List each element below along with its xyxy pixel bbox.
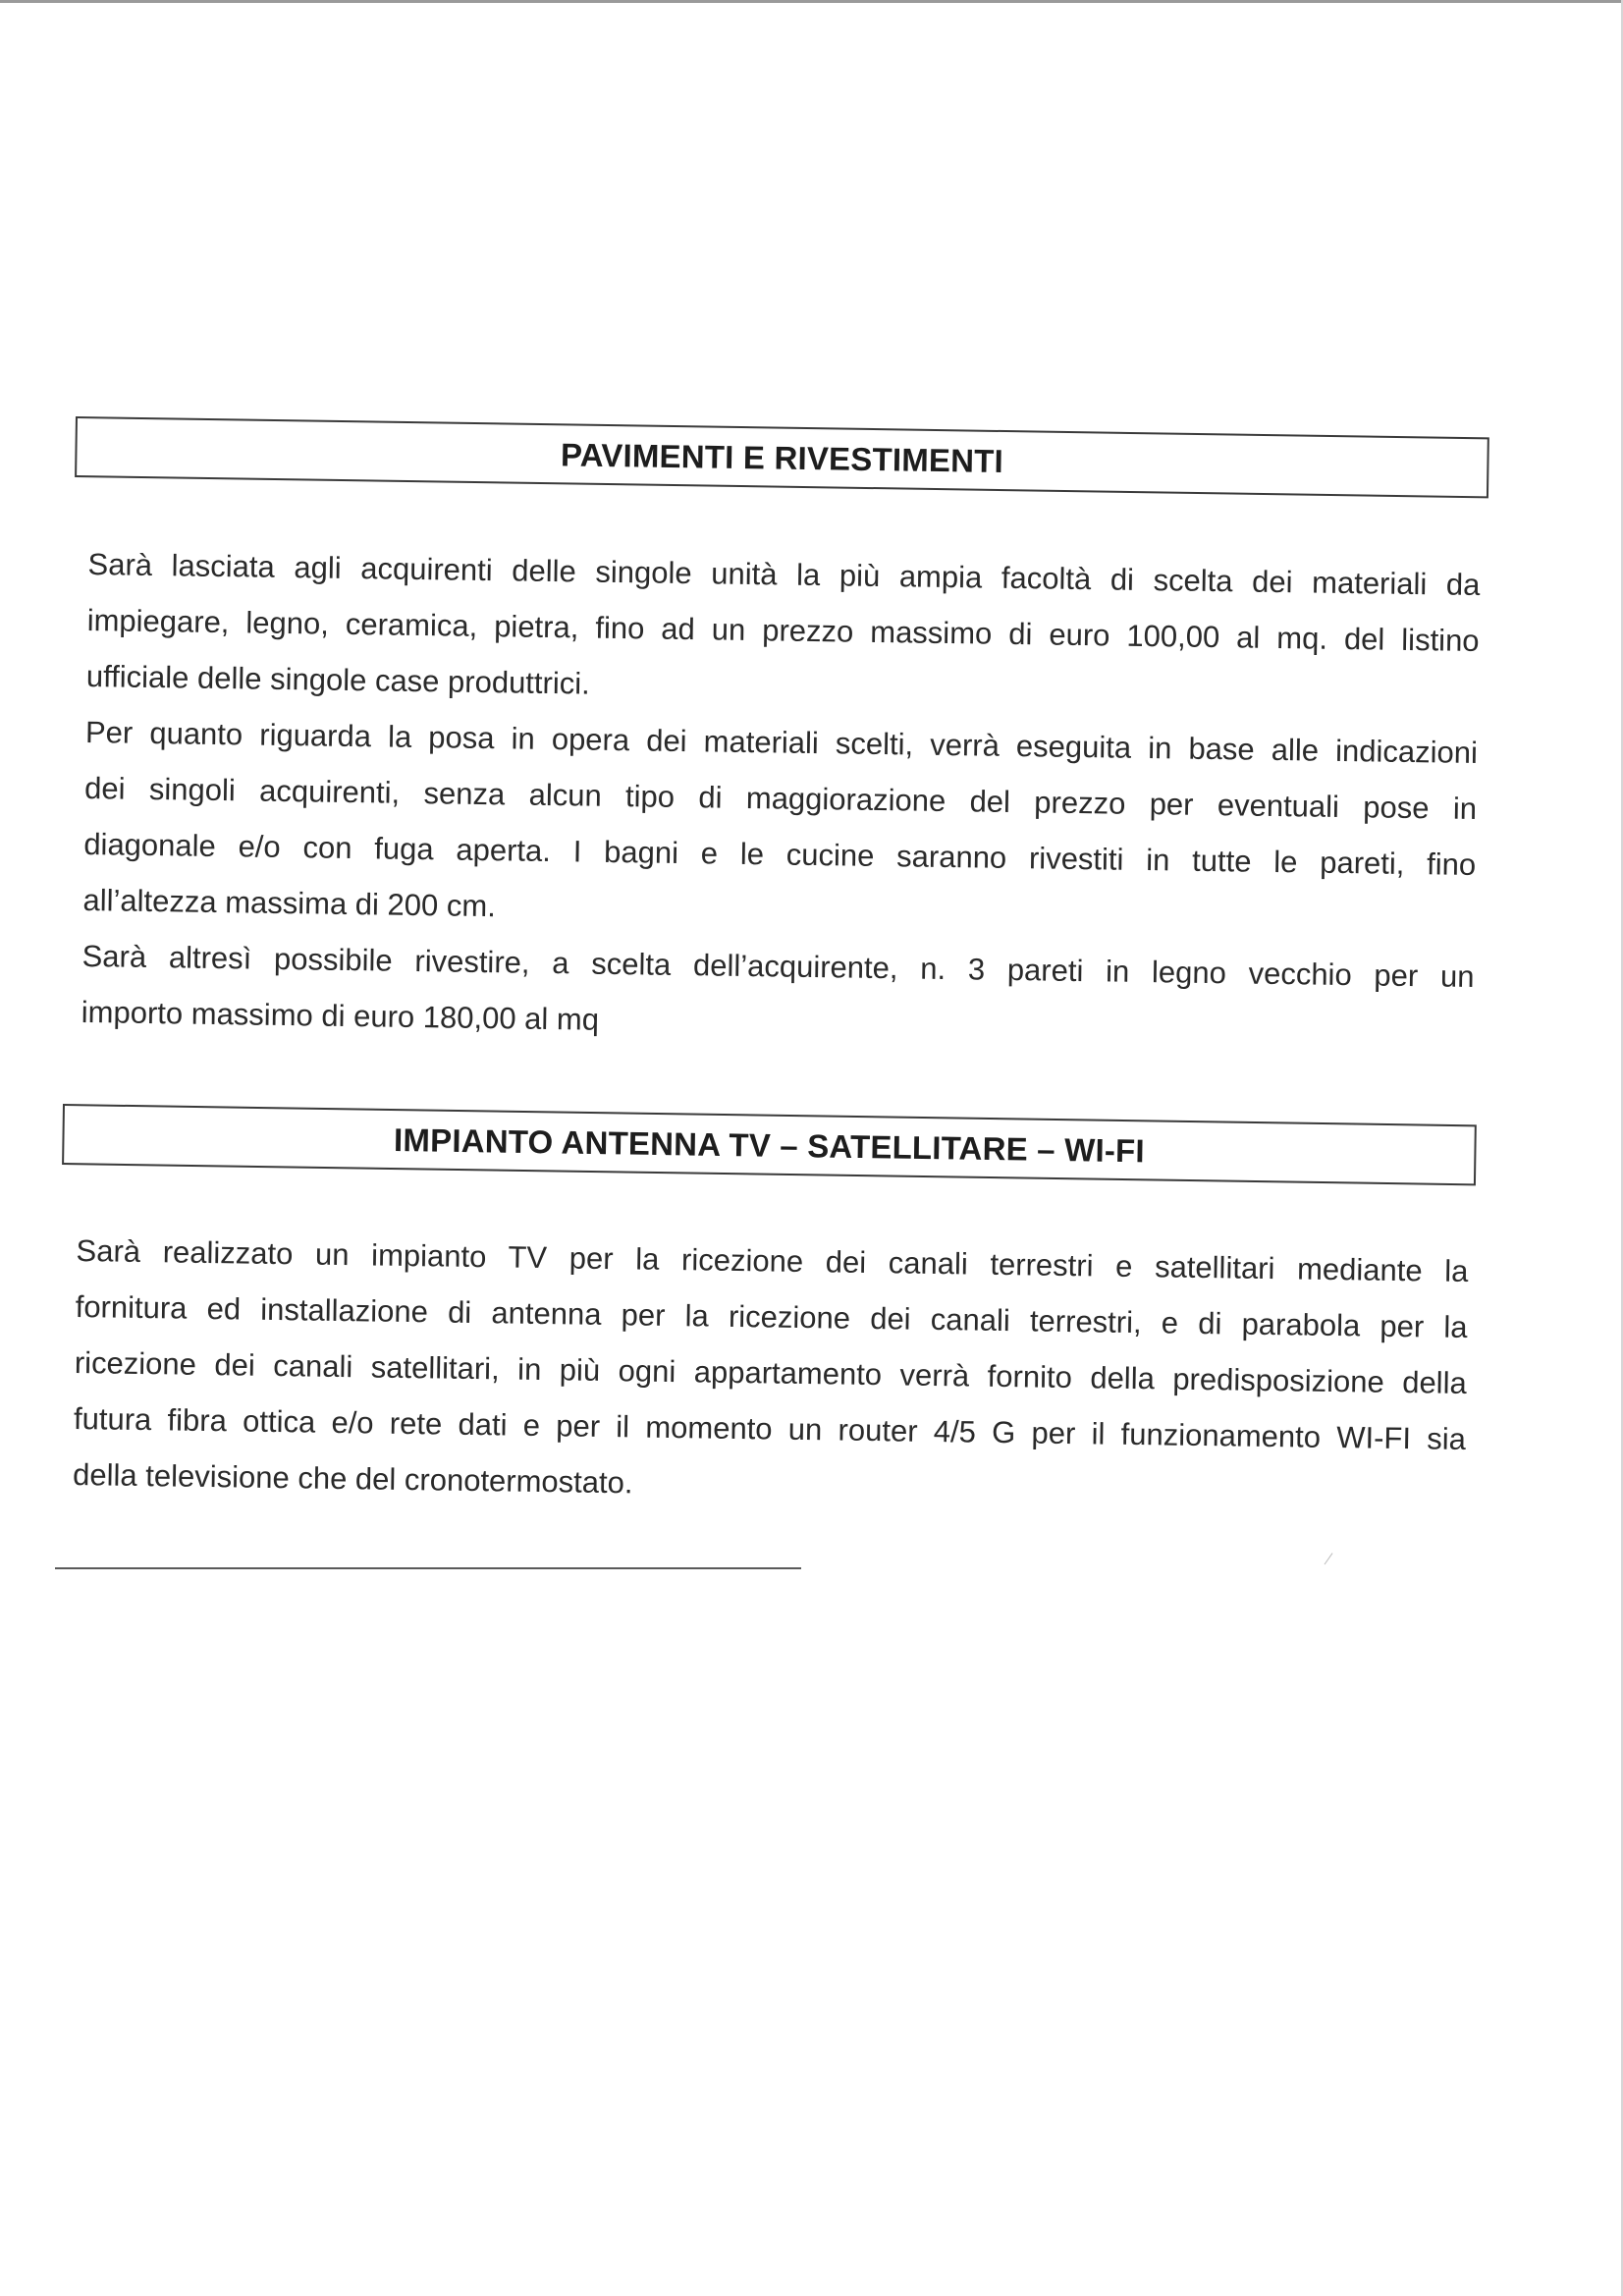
paragraph-line: della televisione che del cronotermostato. bbox=[72, 1456, 633, 1501]
paragraph-line: impiegare, legno, ceramica, pietra, fino ad un prezzo massimo di euro 100,00 al mq. del listino bbox=[86, 602, 1480, 659]
paragraph-line: all’altezza massima di 200 cm. bbox=[82, 882, 497, 924]
paragraph-line: importo massimo di euro 180,00 al mq bbox=[81, 994, 600, 1037]
scan-speck-mark bbox=[1325, 1553, 1338, 1567]
paragraph-line: futura fibra ottica e/o rete dati e per il momento un router 4/5 G per il funzionamento WI-FI sia bbox=[73, 1400, 1467, 1457]
section-body-impianto-antenna bbox=[73, 1223, 1469, 1523]
paragraph-line: Sarà realizzato un impianto TV per la ricezione dei canali terrestri e satellitari mediante la bbox=[76, 1232, 1469, 1289]
scan-top-edge bbox=[0, 0, 1623, 3]
section-header-box-impianto-antenna bbox=[62, 1104, 1477, 1185]
paragraph-line: ricezione dei canali satellitari, in più ogni appartamento verrà fornito della predisposizione della bbox=[74, 1344, 1467, 1401]
paragraph-line: dei singoli acquirenti, senza alcun tipo di maggiorazione del prezzo per eventuali pose in bbox=[83, 770, 1478, 827]
paragraph-line: fornitura ed installazione di antenna per la ricezione dei canali terrestri, e di parabola per la bbox=[75, 1288, 1468, 1345]
paragraph-line: diagonale e/o con fuga aperta. I bagni e le cucine saranno rivestiti in tutte le pareti, fino bbox=[83, 826, 1477, 882]
section-header-box-pavimenti bbox=[75, 416, 1489, 498]
footer-divider-line bbox=[55, 1567, 801, 1569]
paragraph-line: ufficiale delle singole case produttrici. bbox=[85, 658, 591, 701]
paragraph-line: Sarà lasciata agli acquirenti delle singole unità la più ampia facoltà di scelta dei materiali da bbox=[87, 546, 1481, 603]
section-body-pavimenti bbox=[81, 536, 1480, 1061]
paragraph-line: Per quanto riguarda la posa in opera dei materiali scelti, verrà eseguita in base alle indicazioni bbox=[84, 714, 1479, 771]
section-title-impianto-antenna: IMPIANTO ANTENNA TV – SATELLITARE – WI-FI bbox=[393, 1121, 1146, 1169]
section-title-pavimenti: PAVIMENTI E RIVESTIMENTI bbox=[560, 435, 1004, 479]
paragraph-line: Sarà altresì possibile rivestire, a scelta dell’acquirente, n. 3 pareti in legno vecchio per un bbox=[81, 938, 1475, 994]
